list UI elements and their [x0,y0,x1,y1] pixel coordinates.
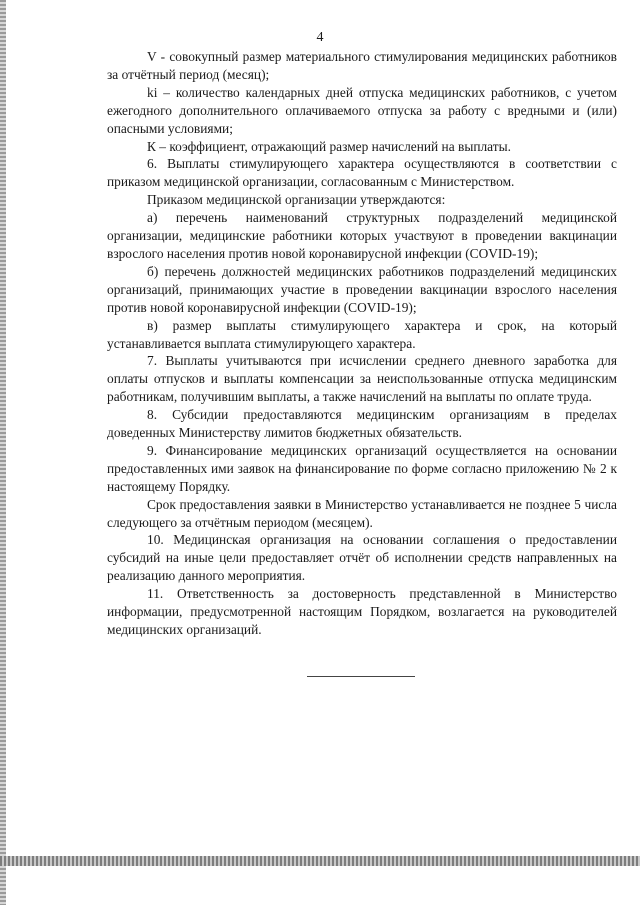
page-number: 4 [316,30,324,45]
paragraph-item-a: а) перечень наименований структурных подразделений медицинской организации, медицинские работники которых участвуют в проведении вакцинации взрослого населения против новой коронавирусной инфекции (COVID-19); [107,210,617,261]
paragraph-application-deadline: Срок предоставления заявки в Министерство устанавливается не позднее 5 числа следующего за отчётным периодом (месяцем). [107,496,617,530]
scan-bottom-edge [0,856,640,866]
paragraph-item-v: в) размер выплаты стимулирующего характера и срок, на который устанавливается выплата стимулирующего характера. [107,317,617,351]
paragraph-item-10: 10. Медицинская организация на основании соглашения о предоставлении субсидий на иные цели предоставляет отчёт об исполнении средств направленных на реализацию данного мероприятия. [107,532,617,584]
document-body [107,48,617,639]
paragraph-item-9: 9. Финансирование медицинских организаций осуществляется на основании предоставленных ими заявок на финансирование по форме согласно приложению № 2 к настоящему Порядку. [107,442,617,494]
paragraph-order-approves: Приказом медицинской организации утверждаются: [147,192,446,208]
scan-left-edge [0,0,6,905]
paragraph-item-6: 6. Выплаты стимулирующего характера осуществляются в соответствии с приказом медицинской организации, согласованным с Министерством. [107,156,617,190]
paragraph-item-11: 11. Ответственность за достоверность представленной в Министерство информации, предусмотренной настоящим Порядком, возлагается на руководителей медицинских организаций. [107,586,617,637]
paragraph-ki-definition: ki – количество календарных дней отпуска медицинских работников, с учетом ежегодного дополнительного оплачиваемого отпуска за работу с вредными и (или) опасными условиями; [107,84,617,136]
paragraph-item-8: 8. Субсидии предоставляются медицинским организациям в пределах доведенных Министерству лимитов бюджетных обязательств. [107,407,617,441]
paragraph-item-b: б) перечень должностей медицинских работников подразделений медицинских организаций, принимающих участие в проведении вакцинации взрослого населения против новой коронавирусной инфекции (COVID-19); [107,263,617,315]
paragraph-item-7: 7. Выплаты учитываются при исчислении среднего дневного заработка для оплаты отпусков и выплаты компенсации за неиспользованные отпуска медицинским работникам, получившим выплаты, а также начислений на выплаты по оплате труда. [107,353,617,405]
paragraph-v-definition: V - совокупный размер материального стимулирования медицинских работников за отчётный период (месяц); [107,49,617,82]
paragraph-k-definition: К – коэффициент, отражающий размер начислений на выплаты. [147,138,511,154]
closing-rule-line [307,676,415,677]
